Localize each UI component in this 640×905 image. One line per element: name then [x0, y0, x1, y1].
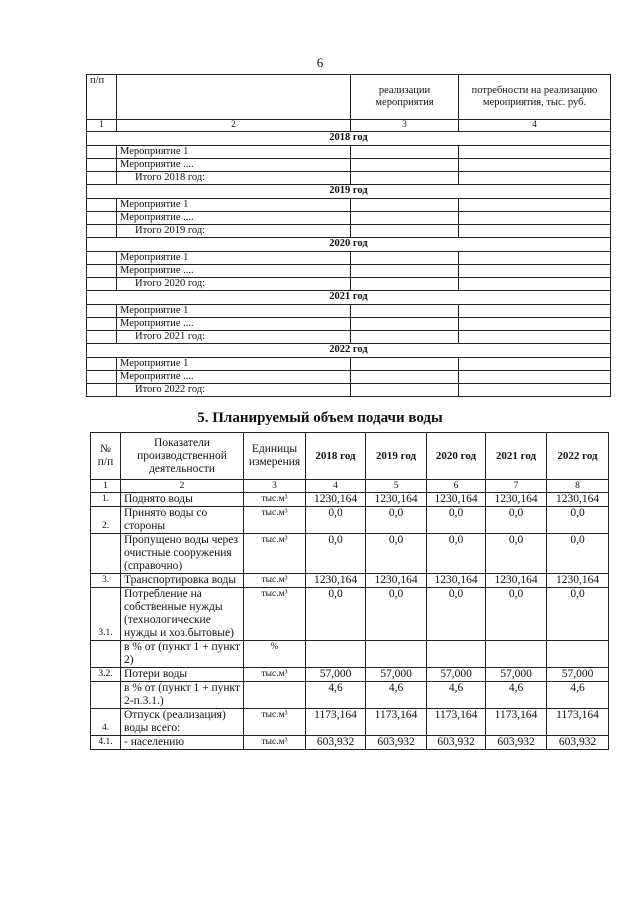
unit — [244, 682, 306, 709]
cell — [87, 199, 117, 212]
cell — [87, 265, 117, 278]
index-cell: 7 — [486, 480, 547, 493]
header-no: № п/п — [91, 433, 121, 480]
year-value: 1230,164 — [547, 574, 609, 588]
header-implementation: реализации мероприятия — [351, 75, 459, 120]
measure-name: Мероприятие 1 — [117, 146, 351, 159]
year-label: 2018 год — [87, 132, 611, 146]
measure-name: Мероприятие .... — [117, 265, 351, 278]
year-value: 1230,164 — [486, 493, 547, 507]
cell — [87, 384, 117, 397]
index-cell: 2 — [121, 480, 244, 493]
year-value: 4,6 — [547, 682, 609, 709]
year-value: 0,0 — [427, 588, 486, 641]
unit: тыс.м³ — [244, 507, 306, 534]
year-header-row — [87, 238, 611, 252]
year-value: 57,000 — [427, 668, 486, 682]
cell — [351, 172, 459, 185]
index-row — [87, 120, 611, 132]
water-supply-table — [90, 432, 609, 750]
table-row — [91, 507, 609, 534]
cell — [351, 278, 459, 291]
table-row — [91, 682, 609, 709]
header-2022: 2022 год — [547, 433, 609, 480]
year-value: 0,0 — [547, 588, 609, 641]
year-value: 4,6 — [486, 682, 547, 709]
year-value: 57,000 — [366, 668, 427, 682]
indicator-rows — [91, 493, 609, 750]
table-header-row — [91, 433, 609, 480]
measure-row — [87, 305, 611, 318]
cell — [459, 172, 611, 185]
year-value: 0,0 — [486, 534, 547, 574]
year-value: 1230,164 — [427, 574, 486, 588]
measure-row — [87, 371, 611, 384]
year-value: 4,6 — [306, 682, 366, 709]
header-name — [117, 75, 351, 120]
header-2021: 2021 год — [486, 433, 547, 480]
table-row — [91, 668, 609, 682]
cell — [351, 358, 459, 371]
row-number — [91, 682, 121, 709]
row-number — [91, 641, 121, 668]
measure-row — [87, 265, 611, 278]
unit: тыс.м³ — [244, 709, 306, 736]
year-value: 0,0 — [547, 534, 609, 574]
year-label: 2020 год — [87, 238, 611, 252]
year-header-row — [87, 132, 611, 146]
cell — [459, 318, 611, 331]
year-label: 2019 год — [87, 185, 611, 199]
cell — [459, 331, 611, 344]
measure-name: Мероприятие .... — [117, 212, 351, 225]
cell — [87, 172, 117, 185]
indicator-name: Поднято воды — [121, 493, 244, 507]
cell — [351, 159, 459, 172]
cell — [459, 199, 611, 212]
measure-row — [87, 318, 611, 331]
total-label: Итого 2018 год: — [117, 172, 351, 185]
indicator-name: - населению — [121, 736, 244, 750]
year-header-row — [87, 291, 611, 305]
header-cost: потребности на реализацию мероприятия, тыс. руб. — [459, 75, 611, 120]
indicator-name: Принято воды со стороны — [121, 507, 244, 534]
year-value: 603,932 — [366, 736, 427, 750]
total-row — [87, 172, 611, 185]
table-row — [91, 534, 609, 574]
index-cell: 5 — [366, 480, 427, 493]
measure-name: Мероприятие 1 — [117, 358, 351, 371]
cell — [351, 265, 459, 278]
cell — [459, 358, 611, 371]
index-cell: 4 — [459, 120, 611, 132]
year-value: 603,932 — [547, 736, 609, 750]
indicator-name: Пропущено воды через очистные сооружения (справочно) — [121, 534, 244, 574]
year-value: 1173,164 — [427, 709, 486, 736]
year-value: 1230,164 — [366, 493, 427, 507]
unit: тыс.м³ — [244, 574, 306, 588]
measure-name: Мероприятие .... — [117, 318, 351, 331]
table-row — [91, 574, 609, 588]
cell — [87, 318, 117, 331]
year-value — [427, 641, 486, 668]
index-cell: 4 — [306, 480, 366, 493]
row-number: 3. — [91, 574, 121, 588]
measures-by-year — [87, 132, 611, 397]
year-value: 0,0 — [427, 534, 486, 574]
year-value: 0,0 — [366, 507, 427, 534]
cell — [87, 358, 117, 371]
year-value: 1173,164 — [486, 709, 547, 736]
index-cell: 8 — [547, 480, 609, 493]
year-value: 1230,164 — [486, 574, 547, 588]
year-value: 0,0 — [366, 534, 427, 574]
row-number: 1. — [91, 493, 121, 507]
cell — [87, 252, 117, 265]
cell — [351, 212, 459, 225]
index-cell: 3 — [244, 480, 306, 493]
year-value: 57,000 — [306, 668, 366, 682]
year-value: 0,0 — [486, 588, 547, 641]
row-number: 3.2. — [91, 668, 121, 682]
indicator-name: Транспортировка воды — [121, 574, 244, 588]
cell — [351, 252, 459, 265]
year-value: 0,0 — [306, 588, 366, 641]
cell — [351, 318, 459, 331]
cell — [351, 146, 459, 159]
indicator-name: Потери воды — [121, 668, 244, 682]
year-value — [547, 641, 609, 668]
header-2018: 2018 год — [306, 433, 366, 480]
indicator-name: в % от (пункт 1 + пункт 2-п.3.1.) — [121, 682, 244, 709]
year-value: 0,0 — [486, 507, 547, 534]
cell — [459, 278, 611, 291]
measure-row — [87, 252, 611, 265]
row-number: 3.1. — [91, 588, 121, 641]
section-title: 5. Планируемый объем подачи воды — [197, 410, 443, 426]
year-value: 0,0 — [366, 588, 427, 641]
year-value: 603,932 — [486, 736, 547, 750]
row-number: 4.1. — [91, 736, 121, 750]
total-label: Итого 2022 год: — [117, 384, 351, 397]
header-no: п/п — [87, 75, 117, 120]
unit: тыс.м³ — [244, 736, 306, 750]
year-value: 603,932 — [306, 736, 366, 750]
row-number: 4. — [91, 709, 121, 736]
year-value: 57,000 — [486, 668, 547, 682]
year-header-row — [87, 185, 611, 199]
cell — [87, 159, 117, 172]
header-indicator: Показатели производственной деятельности — [121, 433, 244, 480]
total-label: Итого 2021 год: — [117, 331, 351, 344]
cell — [459, 159, 611, 172]
cell — [459, 305, 611, 318]
index-cell: 6 — [427, 480, 486, 493]
cell — [87, 278, 117, 291]
year-value: 57,000 — [547, 668, 609, 682]
unit: тыс.м³ — [244, 588, 306, 641]
cell — [351, 384, 459, 397]
year-value: 1230,164 — [547, 493, 609, 507]
header-unit: Единицы измерения — [244, 433, 306, 480]
year-label: 2022 год — [87, 344, 611, 358]
cell — [459, 371, 611, 384]
measure-row — [87, 146, 611, 159]
year-label: 2021 год — [87, 291, 611, 305]
measure-name: Мероприятие .... — [117, 371, 351, 384]
unit: тыс.м³ — [244, 493, 306, 507]
table-header-row — [87, 75, 611, 120]
measure-name: Мероприятие 1 — [117, 199, 351, 212]
cell — [87, 371, 117, 384]
year-value — [306, 641, 366, 668]
cell — [87, 331, 117, 344]
cell — [87, 146, 117, 159]
year-value: 1173,164 — [306, 709, 366, 736]
year-value: 1173,164 — [366, 709, 427, 736]
index-row — [91, 480, 609, 493]
cell — [459, 146, 611, 159]
index-cell: 3 — [351, 120, 459, 132]
cell — [351, 199, 459, 212]
measure-name: Мероприятие .... — [117, 159, 351, 172]
indicator-name: Отпуск (реализация) воды всего: — [121, 709, 244, 736]
measures-table — [86, 74, 611, 397]
header-2019: 2019 год — [366, 433, 427, 480]
year-value: 0,0 — [306, 534, 366, 574]
year-value: 1230,164 — [306, 493, 366, 507]
cell — [459, 212, 611, 225]
unit: тыс.м³ — [244, 668, 306, 682]
cell — [351, 331, 459, 344]
cell — [351, 225, 459, 238]
year-value: 0,0 — [547, 507, 609, 534]
measure-row — [87, 199, 611, 212]
page-number: 6 — [316, 55, 324, 70]
unit: % — [244, 641, 306, 668]
year-header-row — [87, 344, 611, 358]
table-row — [91, 588, 609, 641]
year-value: 4,6 — [366, 682, 427, 709]
header-2020: 2020 год — [427, 433, 486, 480]
table-row — [91, 641, 609, 668]
table-row — [91, 736, 609, 750]
index-cell: 1 — [91, 480, 121, 493]
total-label: Итого 2019 год: — [117, 225, 351, 238]
measure-name: Мероприятие 1 — [117, 252, 351, 265]
table-row — [91, 493, 609, 507]
total-row — [87, 331, 611, 344]
year-value: 0,0 — [427, 507, 486, 534]
cell — [87, 225, 117, 238]
cell — [87, 305, 117, 318]
row-number: 2. — [91, 507, 121, 534]
unit: тыс.м³ — [244, 534, 306, 574]
cell — [459, 252, 611, 265]
total-label: Итого 2020 год: — [117, 278, 351, 291]
cell — [459, 265, 611, 278]
year-value: 1230,164 — [306, 574, 366, 588]
total-row — [87, 278, 611, 291]
year-value: 1230,164 — [427, 493, 486, 507]
measure-row — [87, 159, 611, 172]
year-value: 1173,164 — [547, 709, 609, 736]
total-row — [87, 225, 611, 238]
index-cell: 1 — [87, 120, 117, 132]
index-cell: 2 — [117, 120, 351, 132]
year-value: 1230,164 — [366, 574, 427, 588]
cell — [351, 305, 459, 318]
measure-row — [87, 212, 611, 225]
indicator-name: в % от (пункт 1 + пункт 2) — [121, 641, 244, 668]
measure-row — [87, 358, 611, 371]
year-value: 0,0 — [306, 507, 366, 534]
total-row — [87, 384, 611, 397]
cell — [87, 212, 117, 225]
cell — [459, 384, 611, 397]
cell — [351, 371, 459, 384]
row-number — [91, 534, 121, 574]
indicator-name: Потребление на собственные нужды (технологические нужды и хоз.бытовые) — [121, 588, 244, 641]
year-value — [486, 641, 547, 668]
year-value: 603,932 — [427, 736, 486, 750]
year-value: 4,6 — [427, 682, 486, 709]
measure-name: Мероприятие 1 — [117, 305, 351, 318]
cell — [459, 225, 611, 238]
year-value — [366, 641, 427, 668]
table-row — [91, 709, 609, 736]
